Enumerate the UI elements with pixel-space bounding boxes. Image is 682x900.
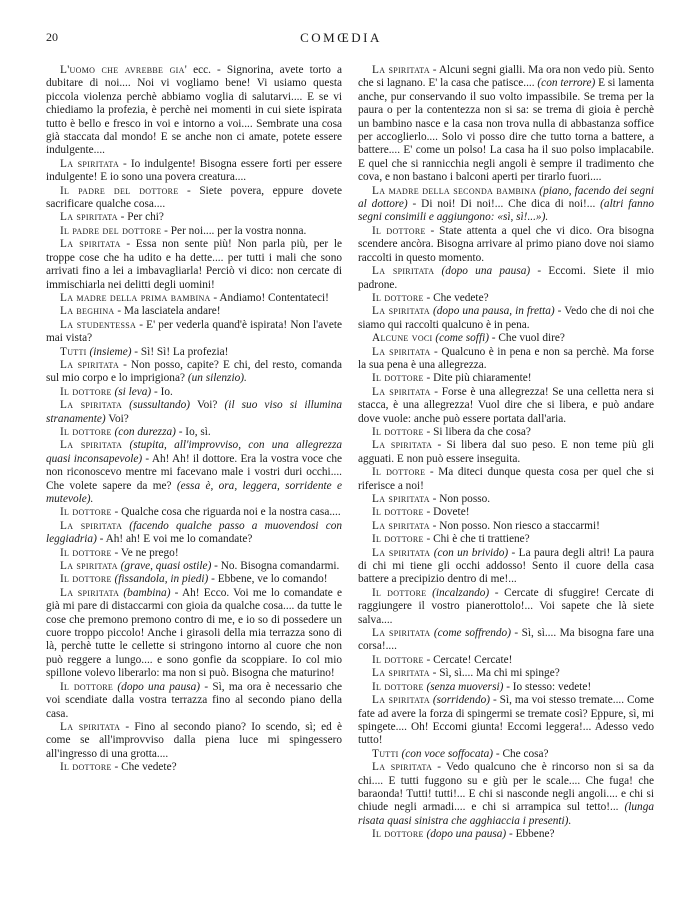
stage-direction: (altri fanno segni consimili e aggiungono: «sì, sì!...»).: [358, 198, 654, 224]
dialogue-paragraph: [358, 292, 654, 305]
dialogue-paragraph: [358, 506, 654, 519]
dialogue-text: - No. Bisogna comandarmi.: [211, 560, 340, 573]
dialogue-paragraph: [358, 681, 654, 694]
speaker-name: La spiritata: [60, 238, 121, 251]
running-head: COMŒDIA: [300, 30, 382, 45]
dialogue-text: - Ma lasciatela andare!: [114, 305, 221, 318]
dialogue-text: - Chi è che ti trattiene?: [423, 533, 530, 546]
dialogue-text: - Io indulgente! Bisogna essere forti per essere indulgente! E io sono una povera creatura....: [46, 157, 342, 184]
speaker-name: La spiritata: [372, 64, 430, 76]
dialogue-paragraph: [358, 439, 654, 466]
speaker-name: Il dottore: [372, 586, 427, 599]
dialogue-paragraph: [358, 466, 654, 493]
speaker-name: Il dottore: [60, 546, 112, 559]
dialogue-text: - Eccomi. Siete il mio padrone.: [358, 265, 655, 291]
dialogue-text: Voi?: [105, 412, 129, 425]
dialogue-text: - Cercate di sfuggire! Cercate di raggiungere il vostro pianerottolo!... Voi sapete che là siete salva....: [358, 586, 654, 626]
speaker-name: L'uomo che avrebbe gia': [60, 64, 188, 76]
dialogue-text: - Io, sì.: [175, 425, 211, 438]
stage-direction: (con terrore): [534, 77, 596, 90]
speaker-name: La madre della prima bambina: [60, 291, 211, 304]
dialogue-text: - Sì! Sì! La profezia!: [131, 345, 229, 358]
speaker-name: Il padre del dottore: [60, 224, 162, 237]
dialogue-paragraph: [46, 386, 342, 399]
stage-direction: (piano, facendo dei segni al dottore): [358, 184, 654, 211]
speaker-name: Il dottore: [372, 425, 424, 438]
speaker-name: La beghina: [60, 305, 115, 318]
dialogue-paragraph: [358, 305, 654, 332]
dialogue-paragraph: [46, 547, 342, 560]
speaker-name: Il dottore: [60, 680, 114, 693]
dialogue-paragraph: [46, 185, 342, 212]
dialogue-text: - Per chi?: [117, 211, 164, 224]
stage-direction: (con un brivido): [430, 546, 509, 559]
dialogue-text: - Non posso. Non riesco a staccarmi!: [429, 519, 600, 532]
stage-direction: (con durezza): [111, 425, 176, 438]
dialogue-paragraph: [358, 64, 654, 185]
dialogue-paragraph: [358, 748, 654, 761]
dialogue-paragraph: [46, 587, 342, 681]
stage-direction: (grave, quasi ostile): [117, 560, 212, 573]
stage-direction: (lunga risata quasi sinistra che agghiaccia i presenti).: [358, 801, 654, 827]
dialogue-text: - Fino al secondo piano? Io scendo, sì; ed è come se all'improvviso dalla piena luce mi spingessero all'ingresso di una grotta....: [46, 720, 342, 760]
speaker-name: Il dottore: [372, 506, 424, 519]
dialogue-paragraph: [46, 721, 342, 761]
dialogue-paragraph: [358, 533, 654, 546]
dialogue-paragraph: [46, 238, 342, 292]
dialogue-paragraph: [46, 560, 342, 573]
stage-direction: (insieme): [86, 345, 132, 358]
dialogue-paragraph: [46, 359, 342, 386]
stage-direction: (un silenzio).: [185, 372, 247, 385]
dialogue-paragraph: [358, 654, 654, 667]
speaker-name: Il dottore: [60, 761, 112, 774]
dialogue-text: - Che vedete?: [423, 291, 489, 304]
speaker-name: La spiritata: [372, 345, 431, 358]
dialogue-text: - Qualche cosa che riguarda noi e la nostra casa....: [111, 506, 341, 519]
speaker-name: Il dottore: [372, 653, 424, 666]
dialogue-text: - Non posso, capite? E chi, del resto, comanda sul mio corpo e lo imprigiona?: [46, 358, 342, 385]
stage-direction: (dopo una pausa, in fretta): [430, 305, 555, 318]
stage-direction: (bambina): [119, 586, 171, 599]
dialogue-paragraph: [46, 439, 342, 506]
dialogue-paragraph: [358, 386, 654, 426]
stage-direction: (con voce soffocata): [398, 747, 494, 760]
stage-direction: (come soffi): [432, 332, 489, 345]
speaker-name: La spiritata: [372, 305, 430, 318]
dialogue-paragraph: [46, 64, 342, 158]
dialogue-text: Voi?: [190, 399, 218, 412]
dialogue-text: - Forse è una allegrezza! Se una celletta nera si stacca, è una allegrezza! Vuol dire che si libera, e può andare dove vuole: anche può essere portata dall'aria.: [358, 385, 654, 425]
stage-direction: (il suo viso si illumina stranamente): [46, 399, 342, 425]
dialogue-text: - Di noi! Di noi!... Che dica di noi!...: [407, 198, 596, 211]
stage-direction: (si leva): [111, 385, 152, 398]
dialogue-text: - Ve ne prego!: [111, 546, 179, 559]
speaker-name: La spiritata: [372, 667, 430, 680]
speaker-name: La spiritata: [372, 546, 431, 559]
dialogue-text: - Non posso.: [429, 493, 491, 505]
speaker-name: La spiritata: [372, 385, 431, 398]
speaker-name: La spiritata: [372, 627, 431, 640]
dialogue-text: - Andiamo! Contentateci!: [210, 291, 329, 304]
stage-direction: (essa è, ora, leggera, sorridente e mutevole).: [46, 479, 342, 505]
speaker-name: La spiritata: [60, 157, 120, 170]
speaker-name: Il dottore: [372, 291, 424, 304]
dialogue-paragraph: [358, 265, 654, 292]
dialogue-paragraph: [358, 493, 654, 506]
speaker-name: La spiritata: [60, 560, 118, 573]
dialogue-text: - Ma diteci dunque questa cosa per quel che si riferisce a noi!: [358, 466, 654, 492]
dialogue-text: - Qualcuno è in pena e non sa perchè. Ma forse la sua pena è una allegrezza.: [358, 345, 655, 371]
stage-direction: (sussultando): [122, 399, 191, 412]
speaker-name: La madre della seconda bambina: [372, 184, 537, 197]
dialogue-paragraph: [358, 346, 654, 373]
dialogue-paragraph: [358, 761, 654, 828]
stage-direction: (sorridendo): [429, 694, 491, 707]
dialogue-text: - La paura degli altri! La paura di chi mi tiene gli occhi addosso! Sento il cuore della casa battere a precipizio dentro di me!...: [358, 546, 654, 586]
dialogue-text: E si lamenta anche, pur conservando il suo volto impassibile. Se trema per la paura o per la contentezza non si sa: se trema di gioia è perchè un bambino nasce e la casa non trova nulla di abbastanza soffice per accoglierlo.... Solo vi posso dire che tutto torna a battere, a battere.... E' come un polso! La casa ha il suo polso implacabile. E quel che si rannicchia negli angoli è sempre il tradimento che cova, e non bastano i balconi aperti per tirarlo fuori....: [358, 77, 655, 184]
dialogue-paragraph: [46, 292, 342, 305]
dialogue-text: - Sì, sì.... Ma chi mi spinge?: [429, 667, 560, 680]
dialogue-text: - Sì, sì.... Ma bisogna fare una corsa!....: [358, 627, 654, 653]
dialogue-paragraph: [46, 573, 342, 586]
dialogue-paragraph: [46, 681, 342, 721]
speaker-name: La spiritata: [60, 399, 123, 412]
dialogue-text: - Io.: [151, 385, 173, 398]
dialogue-text: - Alcuni segni gialli. Ma ora non vedo più. Sento che si lagnano. E' la casa che patisce....: [358, 64, 654, 90]
stage-direction: (fissandola, in piedi): [111, 573, 209, 586]
stage-direction: (dopo una pausa): [434, 265, 531, 278]
stage-direction: (come soffrendo): [430, 627, 511, 640]
speaker-name: Il dottore: [60, 425, 112, 438]
dialogue-text: - E' per vederla quand'è ispirata! Non l'avete mai vista?: [46, 318, 342, 345]
speaker-name: La spiritata: [372, 761, 433, 774]
speaker-name: La spiritata: [372, 694, 430, 707]
stage-direction: (incalzando): [426, 586, 490, 599]
dialogue-paragraph: [358, 185, 654, 225]
dialogue-text: - Ah! Ecco. Voi me lo comandate e già mi pare di distaccarmi con gioia da qualche cosa.... da tutte le cose che premono premono contro di me, e io so di possedere un cuore troppo piccolo! Anche i girasoli della mia terrazza sono di là, perchè tutte le cellette si stringono intorno al cuore che non può reggere a lungo.... e sono gonfie da scoppiare. Io col mio spillone volevo liberarlo: ma non si può. Bisogna che maturino!: [46, 586, 342, 680]
dialogue-text: - Che vedete?: [111, 761, 177, 774]
speaker-name: Tutti: [60, 345, 87, 358]
speaker-name: La studentessa: [60, 318, 137, 331]
speaker-name: Il dottore: [60, 506, 112, 519]
dialogue-text: - Dovete!: [423, 506, 470, 519]
dialogue-text: - Ah! Ah! il dottore. Era la vostra voce che non riconoscevo mentre mi facevano male i vostri duri occhi.... Che volete sapere da me?: [46, 452, 343, 492]
left-column: [46, 64, 342, 775]
dialogue-paragraph: [46, 158, 342, 185]
dialogue-text: - Vedo che di noi che siamo qui raccolti qualcuno è in pena.: [358, 305, 654, 331]
dialogue-paragraph: [358, 828, 654, 841]
page-number: 20: [46, 30, 58, 44]
dialogue-text: - Io stesso: vedete!: [503, 680, 592, 693]
dialogue-text: - Dite più chiaramente!: [423, 372, 532, 385]
dialogue-text: ecc. - Signorina, avete torto a dubitare di noi.... Noi vi vogliamo bene! Vi usiamo questa piccola violenza perchè abbiamo voglia di salutarvi.... E se vi chiediamo la profezia, è perchè nei momenti in cui siete ispirata tutto è bello e fresco in voi e intorno a voi.... Sembrate una cosa già staccata dal mondo! E se anche non ci amate, potete essere indulgente....: [46, 64, 342, 157]
dialogue-text: - Ebbene?: [506, 828, 555, 841]
dialogue-text: - State attenta a quel che vi dico. Ora bisogna scendere ancòra. Bisogna arrivare al primo piano dove noi siamo raccolti in questo momento.: [358, 224, 654, 264]
speaker-name: La spiritata: [60, 358, 120, 371]
speaker-name: Il dottore: [372, 466, 426, 479]
dialogue-text: - Per noi.... per la vostra nonna.: [161, 224, 307, 237]
speaker-name: La spiritata: [60, 519, 123, 532]
dialogue-text: - Cercate! Cercate!: [423, 653, 513, 666]
speaker-name: Il dottore: [372, 533, 424, 546]
dialogue-paragraph: [358, 372, 654, 385]
speaker-name: Il padre del dottore: [60, 184, 179, 197]
dialogue-paragraph: [46, 346, 342, 359]
speaker-name: La spiritata: [60, 439, 123, 452]
dialogue-text: - Che vuol dire?: [488, 332, 565, 345]
dialogue-paragraph: [358, 694, 654, 748]
dialogue-text: - Si libera dal suo peso. E non teme più gli agguati. E non può essere inseguita.: [358, 439, 655, 465]
speaker-name: Il dottore: [60, 573, 112, 586]
dialogue-paragraph: [46, 506, 342, 519]
dialogue-paragraph: [358, 667, 654, 680]
speaker-name: Alcune voci: [372, 332, 433, 345]
speaker-name: La spiritata: [372, 265, 435, 278]
speaker-name: La spiritata: [372, 439, 433, 452]
dialogue-text: - Essa non sente più! Non parla più, per le troppe cose che ha udito e ha dette.... per tutti i mali che sono arrivati fino a lei a imbavagliarla! Perciò vi dico: non cercate di immischiarla nei delitti degli uomini!: [46, 238, 343, 291]
dialogue-paragraph: [358, 520, 654, 533]
speaker-name: Il dottore: [372, 828, 424, 841]
dialogue-paragraph: [46, 319, 342, 346]
stage-direction: (senza muoversi): [423, 680, 504, 693]
dialogue-text: - Ebbene, ve lo comando!: [208, 573, 328, 586]
dialogue-paragraph: [46, 305, 342, 318]
stage-direction: (stupita, all'improvviso, con una allegrezza quasi inconsapevole): [46, 439, 342, 465]
stage-direction: (dopo una pausa): [113, 680, 201, 693]
speaker-name: La spiritata: [372, 493, 430, 505]
dialogue-paragraph: [46, 426, 342, 439]
dialogue-paragraph: [358, 426, 654, 439]
dialogue-text: - Sì, ma voi stesso tremate.... Come fate ad avere la forza di spingermi se tremate così? Eppure, sì, mi spingete.... Oh! Eccomi giunta! Eccomi leggera!... Adesso vedo tutto!: [358, 694, 655, 747]
dialogue-paragraph: [358, 547, 654, 587]
speaker-name: Tutti: [372, 747, 399, 760]
dialogue-paragraph: [46, 520, 342, 547]
dialogue-text: - Sì, ma ora è necessario che voi scendiate dalla vostra terrazza fino al secondo piano della casa.: [46, 680, 342, 720]
speaker-name: Il dottore: [372, 680, 424, 693]
dialogue-paragraph: [46, 761, 342, 774]
speaker-name: La spiritata: [372, 519, 430, 532]
dialogue-text: - Si libera da che cosa?: [423, 425, 531, 438]
speaker-name: Il dottore: [60, 385, 112, 398]
dialogue-text: - Ah! ah! E voi me lo comandate?: [96, 533, 253, 546]
dialogue-text: - Siete povera, eppure dovete sacrificare qualche cosa....: [46, 184, 342, 211]
speaker-name: La spiritata: [60, 211, 118, 224]
stage-direction: (dopo una pausa): [423, 828, 507, 841]
dialogue-paragraph: [358, 587, 654, 627]
dialogue-text: - Vedo qualcuno che è rincorso non si sa da chi.... E tutti fuggono su e giù per le scale.... Che fuga! che baraonda! Tutti! tutti!... E chi si nasconde negli angoli.... e chi si chiude negli armadi.... e chi si arrampica sul tetto!...: [358, 761, 654, 814]
dialogue-paragraph: [358, 225, 654, 265]
dialogue-text: - Che cosa?: [493, 747, 549, 760]
right-column: [358, 64, 654, 842]
dialogue-paragraph: [358, 332, 654, 345]
stage-direction: (facendo qualche passo a muovendosi con leggiadria): [46, 519, 343, 546]
dialogue-paragraph: [46, 399, 342, 426]
dialogue-paragraph: [358, 627, 654, 654]
speaker-name: Il dottore: [372, 372, 424, 385]
dialogue-paragraph: [46, 211, 342, 224]
dialogue-paragraph: [46, 225, 342, 238]
speaker-name: Il dottore: [372, 224, 426, 237]
speaker-name: La spiritata: [60, 586, 120, 599]
speaker-name: La spiritata: [60, 720, 121, 733]
